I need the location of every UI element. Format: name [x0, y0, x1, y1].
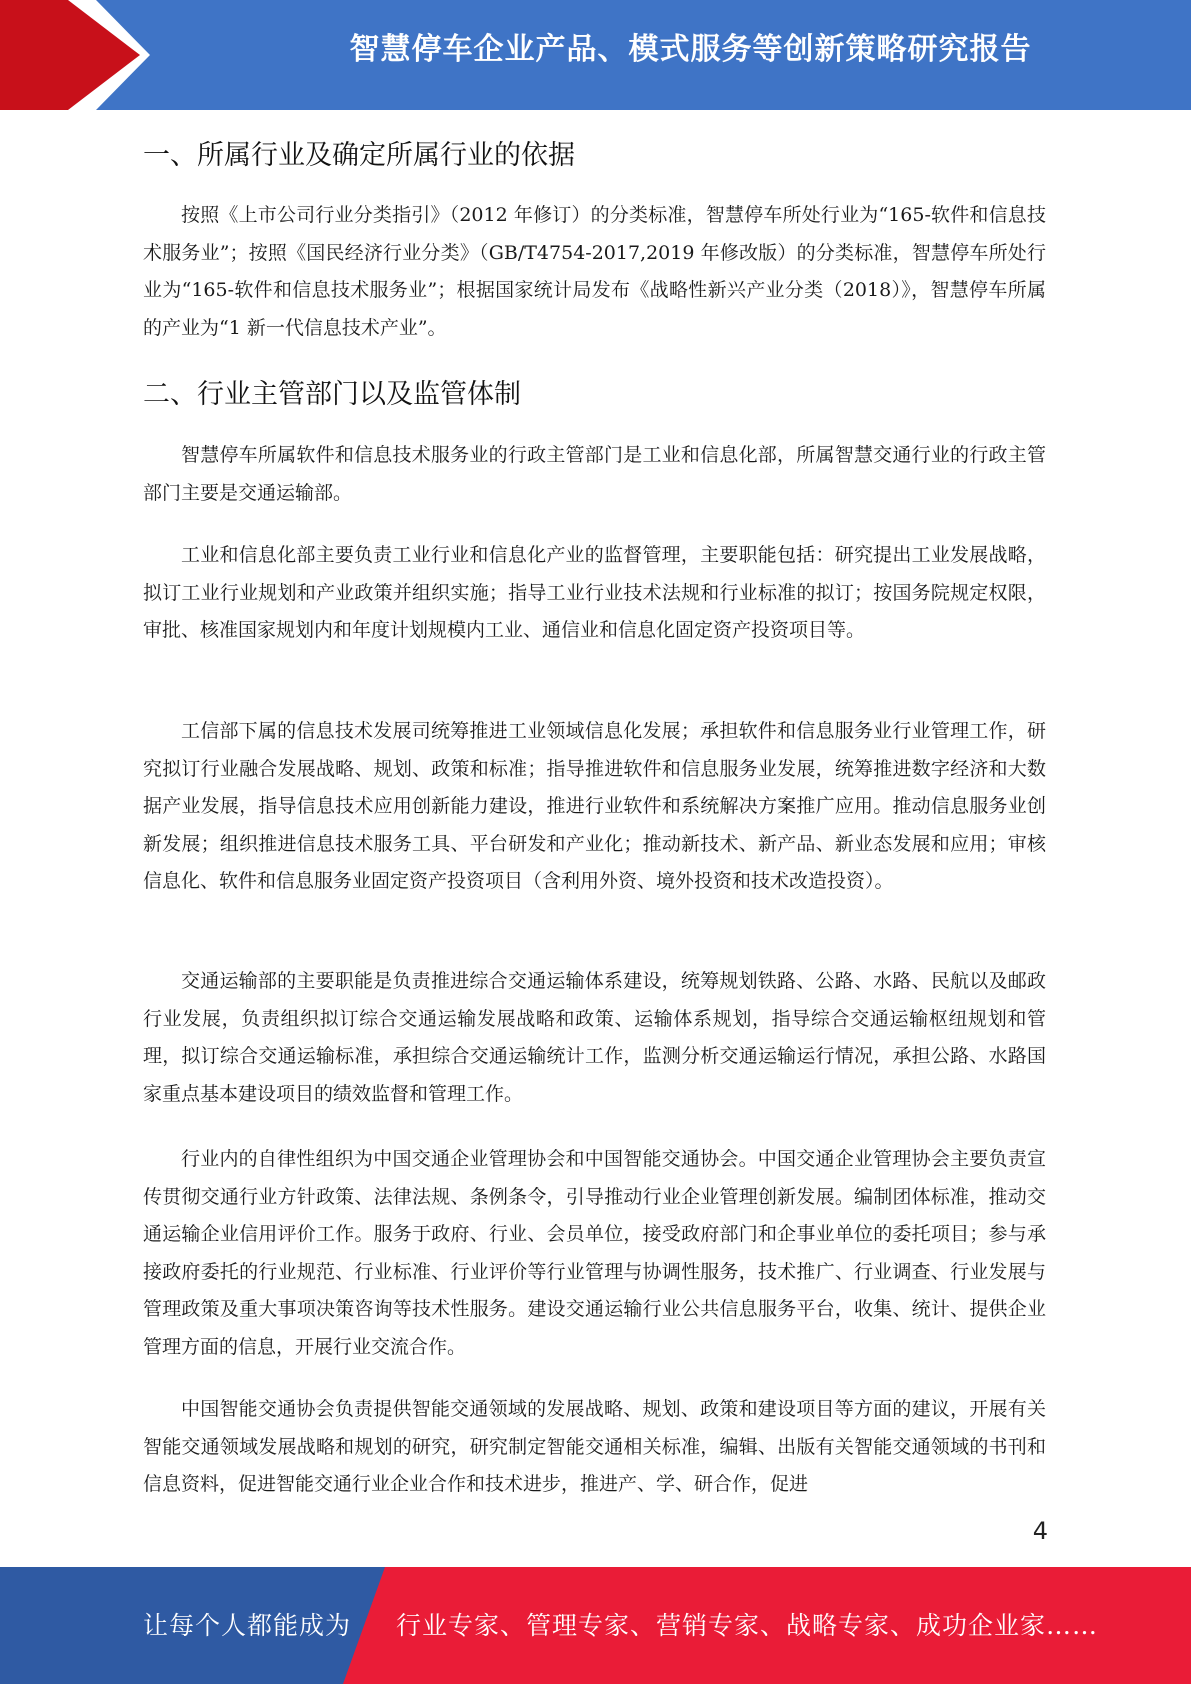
- section-paragraph: [143, 1141, 1046, 1366]
- footer-slogan-right: 行业专家、管理专家、营销专家、战略专家、成功企业家……: [396, 1611, 1099, 1640]
- paragraph-it-department: 工信部下属的信息技术发展司统筹推进工业领域信息化发展；承担软件和信息服务业行业管理工作，研究拟订行业融合发展战略、规划、政策和标准；指导推进软件和信息服务业发展，统筹推进数字经济和大数据产业发展，指导信息技术应用创新能力建设，推进行业软件和系统解决方案推广应用。推动信息服务业创新发展；组织推进信息技术服务工具、平台研发和产业化；推动新技术、新产品、新业态发展和应用；审核信息化、软件和信息服务业固定资产投资项目（含利用外资、境外投资和技术改造投资）。: [143, 720, 1046, 892]
- paragraph-transport-ministry: 交通运输部的主要职能是负责推进综合交通运输体系建设，统筹规划铁路、公路、水路、民航以及邮政行业发展，负责组织拟订综合交通运输发展战略和政策、运输体系规划，指导综合交通运输枢纽规划和管理，拟订综合交通运输标准，承担综合交通运输统计工作，监测分析交通运输运行情况，承担公路、水路国家重点基本建设项目的绩效监督和管理工作。: [143, 970, 1046, 1105]
- header-arrow-icon: [0, 0, 140, 110]
- section-heading-regulation: 二、行业主管部门以及监管体制: [143, 379, 521, 410]
- section-paragraph: [143, 1391, 1046, 1504]
- paragraph-self-regulatory: 行业内的自律性组织为中国交通企业管理协会和中国智能交通协会。中国交通企业管理协会主要负责宣传贯彻交通行业方针政策、法律法规、条例条令，引导推动行业企业管理创新发展。编制团体标准，推动交通运输企业信用评价工作。服务于政府、行业、会员单位，接受政府部门和企事业单位的委托项目；参与承接政府委托的行业规范、行业标准、行业评价等行业管理与协调性服务，技术推广、行业调查、行业发展与管理政策及重大事项决策咨询等技术性服务。建设交通运输行业公共信息服务平台，收集、统计、提供企业管理方面的信息，开展行业交流合作。: [143, 1148, 1046, 1358]
- section-paragraph: [143, 713, 1046, 901]
- report-title: 智慧停车企业产品、模式服务等创新策略研究报告: [349, 32, 1032, 67]
- section-paragraph: [143, 963, 1046, 1113]
- paragraph-authorities: 智慧停车所属软件和信息技术服务业的行政主管部门是工业和信息化部，所属智慧交通行业的行政主管部门主要是交通运输部。: [143, 444, 1046, 504]
- paragraph-miit-duties: 工业和信息化部主要负责工业行业和信息化产业的监督管理，主要职能包括：研究提出工业发展战略，拟订工业行业规划和产业政策并组织实施；指导工业行业技术法规和行业标准的拟订；按国务院规定权限，审批、核准国家规划内和年度计划规模内工业、通信业和信息化固定资产投资项目等。: [143, 544, 1046, 641]
- section-heading-industry: 一、所属行业及确定所属行业的依据: [143, 140, 575, 171]
- footer-slogan-left: 让每个人都能成为: [143, 1611, 352, 1640]
- paragraph-its-association: 中国智能交通协会负责提供智能交通领域的发展战略、规划、政策和建设项目等方面的建议，开展有关智能交通领域发展战略和规划的研究，研究制定智能交通相关标准，编辑、出版有关智能交通领域的书刊和信息资料，促进智能交通行业企业合作和技术进步，推进产、学、研合作，促进: [143, 1398, 1046, 1495]
- section-paragraph: [143, 537, 1046, 650]
- section-paragraph: [143, 197, 1046, 347]
- paragraph-industry-basis: 按照《上市公司行业分类指引》（2012 年修订）的分类标准，智慧停车所处行业为“165-软件和信息技术服务业”；按照《国民经济行业分类》（GB/T4754-2017,2019 年修改版）的分类标准，智慧停车所处行业为“165-软件和信息技术服务业”；根据国家统计局发布《战略性新兴产业分类（2018）》，智慧停车所属的产业为“1 新一代信息技术产业”。: [143, 204, 1046, 339]
- page-footer: [0, 1567, 1191, 1684]
- page-number: 4: [1032, 1517, 1048, 1545]
- page-header: [0, 0, 1191, 110]
- section-paragraph: [143, 437, 1046, 512]
